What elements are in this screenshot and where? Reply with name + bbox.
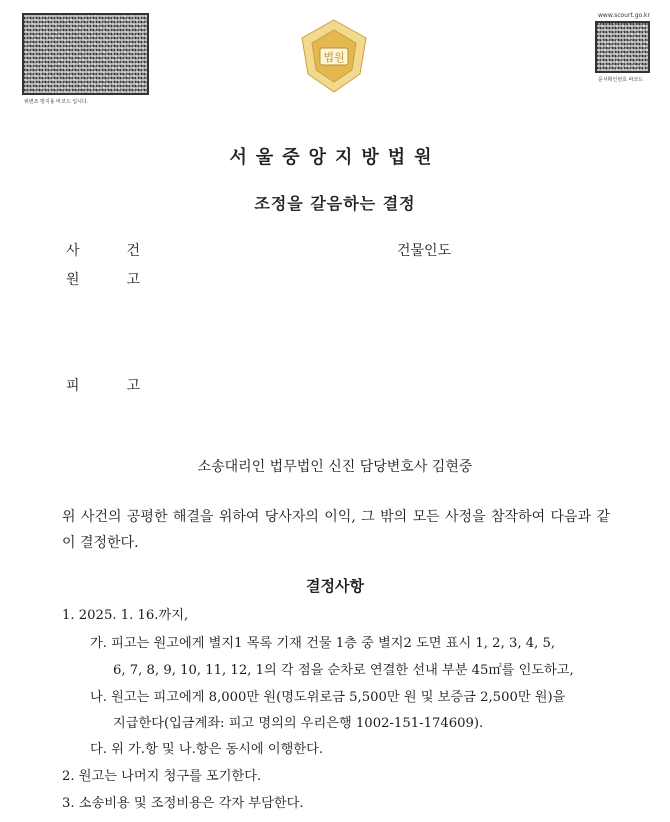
- court-emblem-icon: [298, 18, 370, 96]
- decision-item-1-na-line1: 나. 원고는 피고에게 8,000만 원(명도위로금 5,500만 원 및 보증금 2,500만 원)을: [90, 690, 566, 705]
- case-name: 건물인도: [397, 243, 452, 259]
- court-url: www.scourt.go.kr: [598, 12, 650, 19]
- decision-item-1-na-line2: 지급한다(입금계좌: 피고 명의의 우리은행 1002-151-174609).: [113, 716, 484, 731]
- qr-code-right: [595, 21, 650, 73]
- defendant-counsel: 소송대리인 법무법인 신진 담당변호사 김현중: [197, 459, 473, 475]
- defendant-label: 피 고: [66, 378, 140, 394]
- decision-item-1: 1. 2025. 1. 16.까지,: [62, 608, 189, 623]
- barcode-caption-left: 위변조 방지용 바코드 입니다.: [24, 99, 89, 105]
- decision-item-2: 2. 원고는 나머지 청구를 포기한다.: [62, 769, 262, 784]
- court-name: 서울중앙지방법원: [229, 147, 441, 168]
- intro-paragraph: 위 사건의 공평한 해결을 위하여 당사자의 이익, 그 밖의 모든 사정을 참작하여 다음과 같이 결정한다.: [62, 509, 610, 551]
- barcode-caption-right: 문서확인번호 바코드: [598, 77, 644, 83]
- decision-item-3: 3. 소송비용 및 조정비용은 각자 부담한다.: [62, 796, 304, 811]
- emblem-text: 법원: [323, 51, 345, 64]
- document-title: 조정을 갈음하는 결정: [254, 194, 416, 213]
- plaintiff-label: 원 고: [66, 272, 140, 288]
- case-label: 사 건: [66, 243, 140, 259]
- security-barcode-left: [22, 13, 149, 95]
- decision-item-1-ga-line2: 6, 7, 8, 9, 10, 11, 12, 1의 각 점을 순차로 연결한 선내 부분 45㎡를 인도하고,: [113, 663, 574, 678]
- decision-heading: 결정사항: [306, 577, 364, 595]
- decision-item-1-ga-line1: 가. 피고는 원고에게 별지1 목록 기재 건물 1층 중 별지2 도면 표시 1, 2, 3, 4, 5,: [90, 636, 556, 651]
- decision-item-1-da: 다. 위 가.항 및 나.항은 동시에 이행한다.: [90, 742, 324, 757]
